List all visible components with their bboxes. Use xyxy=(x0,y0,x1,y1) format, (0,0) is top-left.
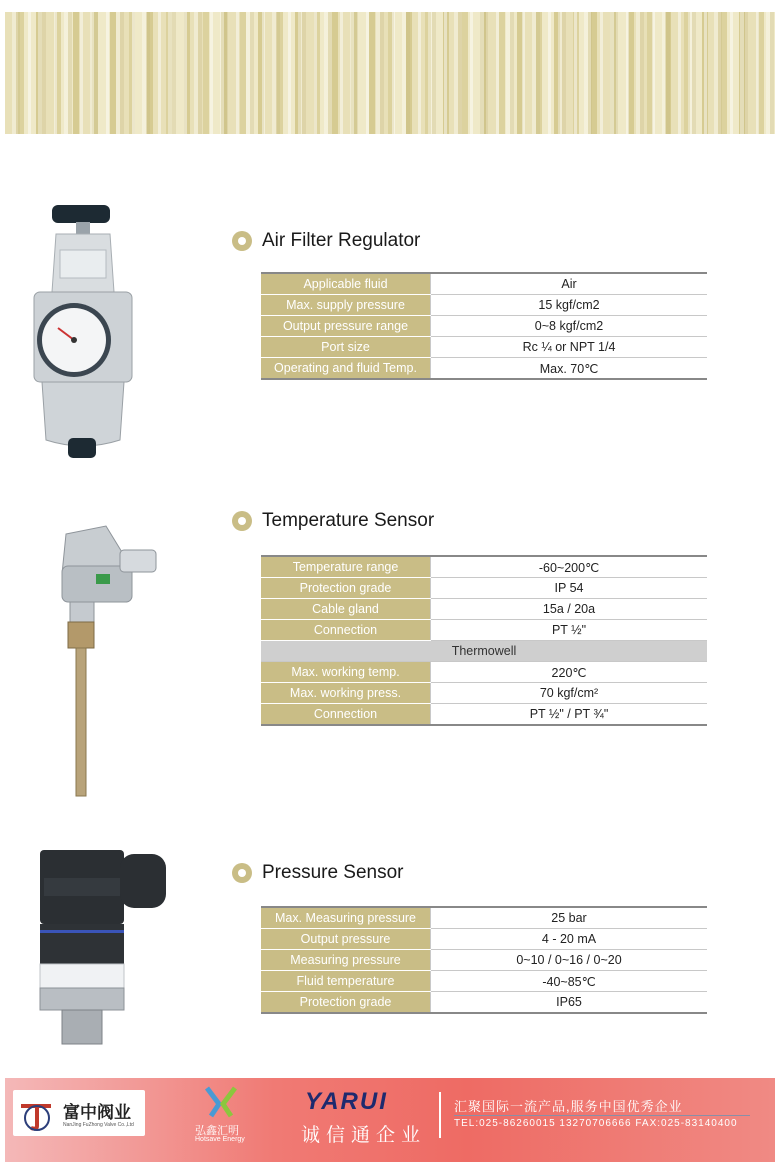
spec-label: Cable gland xyxy=(261,599,431,620)
footer-banner xyxy=(5,1078,775,1162)
fuzhong-logo-icon xyxy=(17,1096,57,1132)
spec-label: Max. Measuring pressure xyxy=(261,907,431,929)
spec-label: Connection xyxy=(261,620,431,641)
spec-value: IP65 xyxy=(431,992,708,1014)
footer-divider xyxy=(439,1092,441,1138)
thermowell-subheading: Thermowell xyxy=(261,641,707,662)
spec-value: -40~85℃ xyxy=(431,971,708,992)
spec-label: Output pressure range xyxy=(261,316,431,337)
table-row xyxy=(261,337,707,358)
table-row xyxy=(261,578,707,599)
fuzhong-logo-sub: NanJing FuZhong Valve Co.,Ltd xyxy=(63,1122,134,1128)
spec-label: Max. supply pressure xyxy=(261,295,431,316)
spec-value: 0~8 kgf/cm2 xyxy=(431,316,708,337)
table-row xyxy=(261,273,707,295)
temperature-spec-table xyxy=(261,555,707,726)
section-title-temperature xyxy=(232,510,434,532)
pressure-spec-table xyxy=(261,906,707,1014)
table-row xyxy=(261,599,707,620)
spec-label: Max. working temp. xyxy=(261,662,431,683)
spec-value: 25 bar xyxy=(431,907,708,929)
fuzhong-logo xyxy=(13,1090,145,1136)
spec-value: 15a / 20a xyxy=(431,599,708,620)
air-filter-regulator-image xyxy=(28,200,138,465)
spec-value: 4 - 20 mA xyxy=(431,929,708,950)
table-row xyxy=(261,907,707,929)
table-subheading-row xyxy=(261,641,707,662)
table-row xyxy=(261,929,707,950)
spec-value: PT ½" xyxy=(431,620,708,641)
bullet-icon xyxy=(232,863,252,883)
table-row xyxy=(261,556,707,578)
spec-value: PT ½" / PT ¾" xyxy=(431,704,708,726)
hotsave-logo-text: 弘鑫汇明 xyxy=(195,1125,239,1137)
yarui-logo-text: 诚信通企业 xyxy=(301,1125,427,1146)
bullet-icon xyxy=(232,231,252,251)
spec-value: 0~10 / 0~16 / 0~20 xyxy=(431,950,708,971)
spec-label: Protection grade xyxy=(261,578,431,599)
spec-label: Fluid temperature xyxy=(261,971,431,992)
spec-value: 15 kgf/cm2 xyxy=(431,295,708,316)
spec-value: IP 54 xyxy=(431,578,708,599)
spec-label: Temperature range xyxy=(261,556,431,578)
table-row xyxy=(261,358,707,380)
spec-label: Measuring pressure xyxy=(261,950,431,971)
spec-label: Max. working press. xyxy=(261,683,431,704)
section-title-text: Air Filter Regulator xyxy=(262,230,421,251)
air-filter-spec-table xyxy=(261,272,707,380)
footer-line xyxy=(454,1115,750,1116)
yarui-logo-latin: YARUI xyxy=(305,1088,388,1115)
fuzhong-logo-text: 富中阀业 xyxy=(63,1103,131,1122)
spec-label: Operating and fluid Temp. xyxy=(261,358,431,380)
table-row xyxy=(261,662,707,683)
spec-value: Rc ¼ or NPT 1/4 xyxy=(431,337,708,358)
hotsave-logo-sub: Hotsave Energy xyxy=(195,1136,245,1143)
spec-value: -60~200℃ xyxy=(431,556,708,578)
temperature-sensor-image xyxy=(36,522,166,800)
table-row xyxy=(261,683,707,704)
section-title-pressure xyxy=(232,862,404,884)
table-row xyxy=(261,295,707,316)
spec-value: 220℃ xyxy=(431,662,708,683)
footer-slogan: 汇聚国际一流产品,服务中国优秀企业 xyxy=(454,1099,683,1114)
spec-value: 70 kgf/cm² xyxy=(431,683,708,704)
spec-value: Max. 70℃ xyxy=(431,358,708,380)
footer-contact: TEL:025-86260015 13270706666 FAX:025-83140400 xyxy=(454,1118,738,1129)
pressure-sensor-image xyxy=(36,848,170,1048)
bullet-icon xyxy=(232,511,252,531)
hotsave-logo-icon xyxy=(203,1084,239,1120)
spec-value: Air xyxy=(431,273,708,295)
header-banner xyxy=(5,12,775,134)
table-row xyxy=(261,992,707,1014)
section-title-air-filter xyxy=(232,230,420,252)
table-row xyxy=(261,950,707,971)
table-row xyxy=(261,316,707,337)
spec-label: Port size xyxy=(261,337,431,358)
section-title-text: Pressure Sensor xyxy=(262,862,404,883)
table-row xyxy=(261,971,707,992)
spec-label: Connection xyxy=(261,704,431,726)
spec-label: Applicable fluid xyxy=(261,273,431,295)
table-row xyxy=(261,620,707,641)
section-title-text: Temperature Sensor xyxy=(262,510,435,531)
table-row xyxy=(261,704,707,726)
spec-label: Output pressure xyxy=(261,929,431,950)
spec-label: Protection grade xyxy=(261,992,431,1014)
